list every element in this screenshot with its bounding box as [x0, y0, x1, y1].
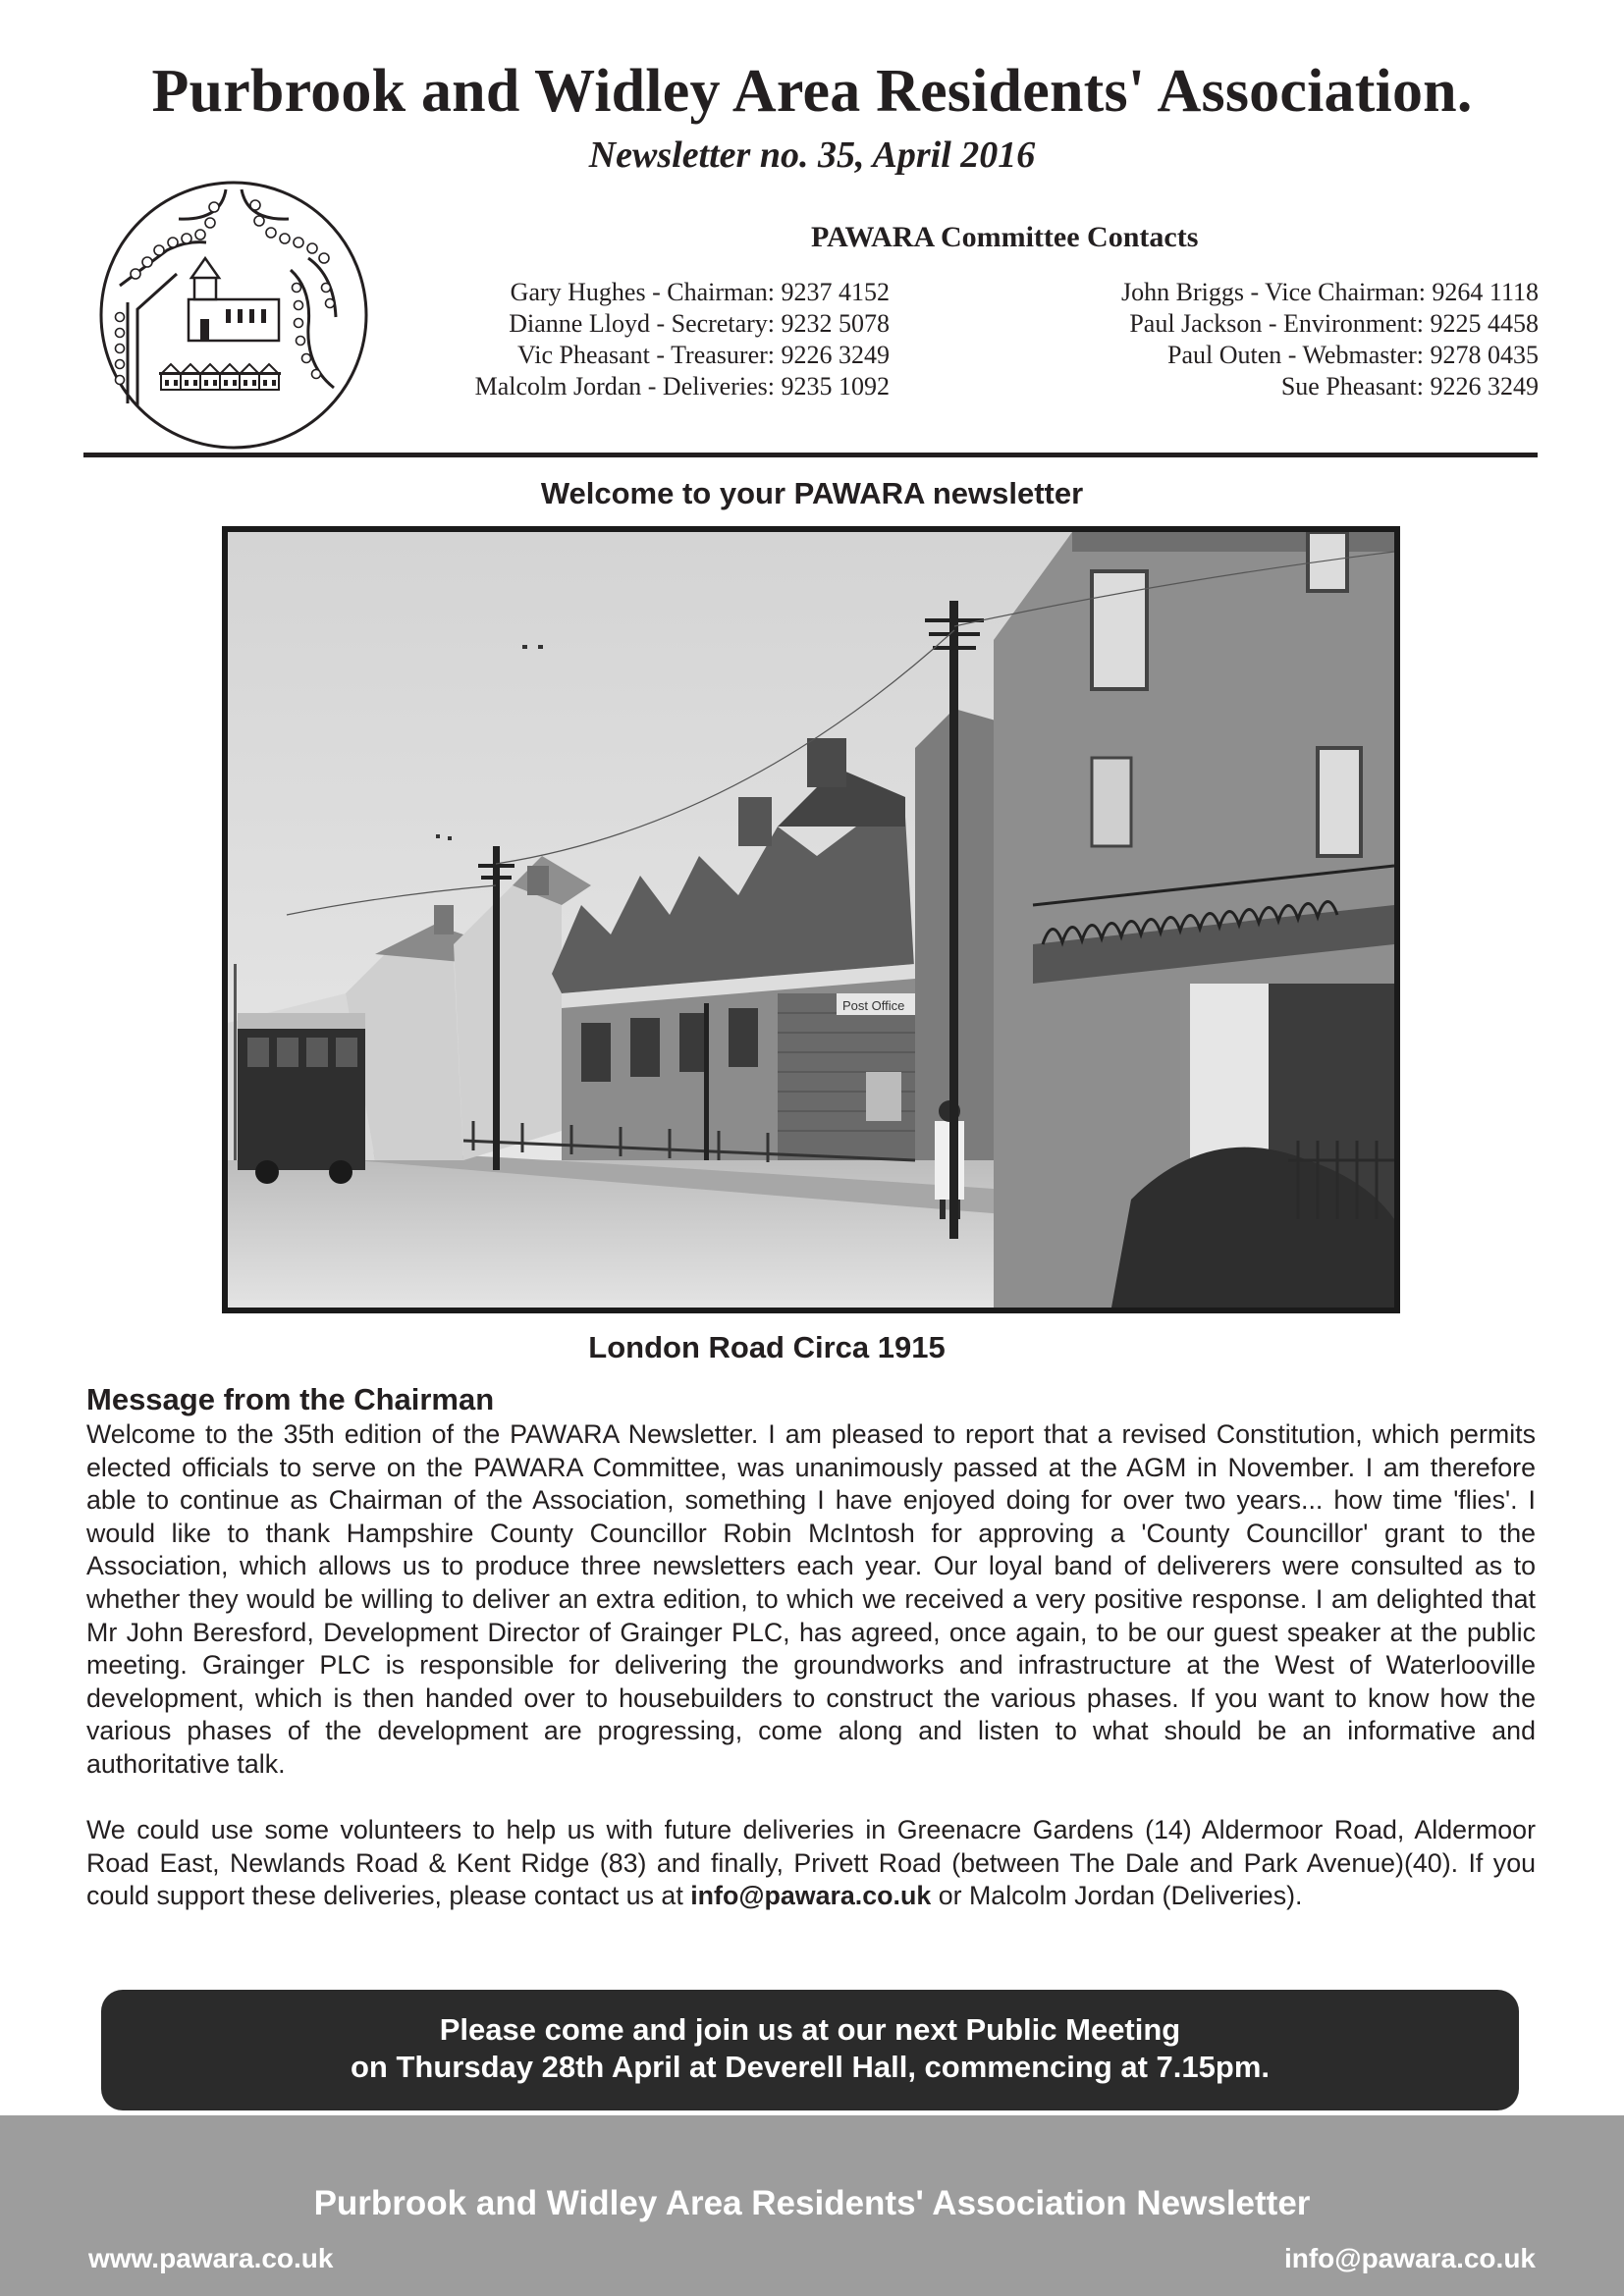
association-logo — [98, 180, 369, 451]
contact-environment: Paul Jackson - Environment: 9225 4458 — [1129, 309, 1539, 338]
contacts-left-column — [475, 277, 890, 402]
contact-email-link[interactable]: info@pawara.co.uk — [690, 1881, 932, 1911]
contacts-heading: PAWARA Committee Contacts — [811, 221, 1199, 253]
chairman-message-paragraph: Welcome to the 35th edition of the PAWARA Newsletter. I am pleased to report that a revised Constitution, which permits elected officials to serve on the PAWARA Committee, was unanimously passed at the AGM in November. I am therefore able to continue as Chairman of the Association, something I have enjoyed doing for over two years... how time 'flies'. I would like to thank Hampshire County Councillor Robin McIntosh for approving a 'County Councillor' grant to the Association, which allows us to produce three newsletters each year. Our loyal band of deliverers were consulted as to whether they would be willing to deliver an extra edition, to which we received a very positive response. I am delighted that Mr John Beresford, Development Director of Grainger PLC, has agreed, once again, to be our guest speaker at the public meeting. Grainger PLC is responsible for delivering the groundworks and infrastructure at the West of Waterlooville development, which is then handed over to housebuilders to construct the various phases. If you want to know how the various phases of the development are progressing, come along and listen to what should be an informative and authoritative talk. — [86, 1419, 1536, 1779]
newsletter-title: Purbrook and Widley Area Residents' Association. — [151, 58, 1473, 125]
photo-caption: London Road Circa 1915 — [588, 1330, 946, 1364]
volunteers-paragraph — [86, 1814, 1536, 1913]
contact-webmaster: Paul Outen - Webmaster: 9278 0435 — [1167, 341, 1539, 369]
public-meeting-banner — [101, 1990, 1519, 2110]
contact-deliveries: Malcolm Jordan - Deliveries: 9235 1092 — [474, 372, 890, 400]
newsletter-subtitle: Newsletter no. 35, April 2016 — [588, 134, 1036, 176]
contact-chairman: Gary Hughes - Chairman: 9237 4152 — [510, 278, 890, 306]
footer-website-link[interactable]: www.pawara.co.uk — [88, 2243, 334, 2273]
post-office-sign: Post Office — [842, 998, 905, 1013]
footer-email-link[interactable]: info@pawara.co.uk — [1283, 2243, 1536, 2273]
contact-treasurer: Vic Pheasant - Treasurer: 9226 3249 — [517, 341, 890, 369]
london-road-photo — [222, 526, 1400, 1313]
welcome-heading: Welcome to your PAWARA newsletter — [540, 476, 1084, 510]
contact-vice-chairman: John Briggs - Vice Chairman: 9264 1118 — [1121, 278, 1539, 306]
banner-line-1: Please come and join us at our next Public Meeting — [439, 2012, 1181, 2047]
volunteers-text-end: or Malcolm Jordan (Deliveries). — [931, 1881, 1303, 1911]
chairman-message-heading: Message from the Chairman — [86, 1382, 495, 1416]
contact-sue-pheasant: Sue Pheasant: 9226 3249 — [1280, 372, 1539, 400]
footer-title: Purbrook and Widley Area Residents' Association Newsletter — [313, 2184, 1311, 2222]
banner-line-2: on Thursday 28th April at Deverell Hall, commencing at 7.15pm. — [350, 2050, 1270, 2084]
volunteers-text-start: We could use some volunteers to help us with future deliveries in Greenacre Gardens (14) Aldermoor Road, Aldermoor Road East, Newlands Road & Kent Ridge (83) and finally, Privett Road (between The Dale and Park Avenue)(40). If you could support these deliveries, please contact us at — [86, 1815, 1536, 1911]
header-divider — [83, 453, 1538, 457]
contacts-right-column — [1121, 277, 1539, 402]
london-road-photo-illustration — [228, 532, 1394, 1308]
contact-secretary: Dianne Lloyd - Secretary: 9232 5078 — [509, 309, 890, 338]
